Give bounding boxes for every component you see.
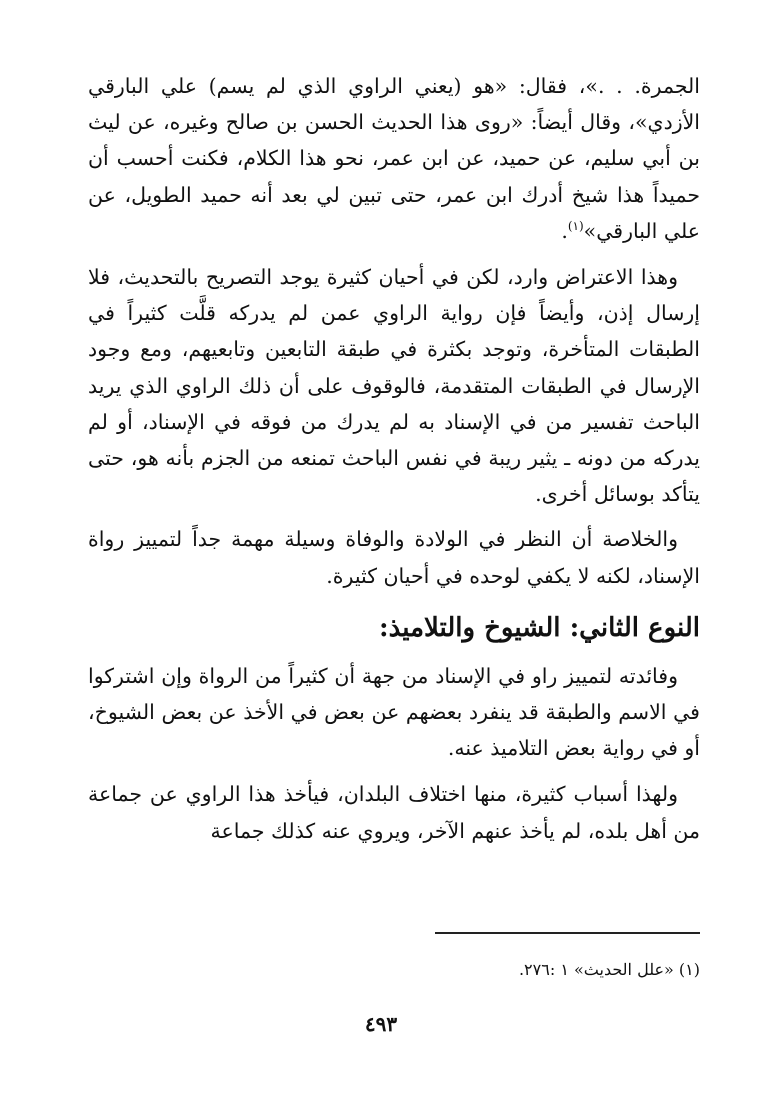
paragraph-2: وهذا الاعتراض وارد، لكن في أحيان كثيرة يوجد التصريح بالتحديث، فلا إرسال إذن، وأيضاً فإن رواية الراوي عمن لم يدركه قلَّت كثيراً في الطبقات المتأخرة، وتوجد بكثرة في طبقة التابعين وتابعيهم، ومع وجود الإرسال في الطبقات المتقدمة، فالوقوف على أن ذلك الراوي الذي يريد الباحث تفسير من في الإسناد به لم يدرك من فوقه في الإسناد، أو لم يدركه من دونه ـ يثير ريبة في نفس الباحث تمنعه من الجزم بأنه هو، حتى يتأكد بوسائل أخرى. bbox=[88, 265, 700, 507]
paragraph-1-text: الجمرة. . .»، فقال: «هو (يعني الراوي الذي لم يسم) علي البارقي الأزدي»، وقال أيضاً: «روى هذا الحديث الحسن بن صالح وغيره، عن ليث بن أبي سليم، عن حميد، عن ابن عمر، نحو هذا الكلام، فكنت أحسب أن حميداً هذا شيخ أدرك ابن عمر، حتى تبين لي بعد أنه حميد الطويل، عن علي البارقي» bbox=[88, 74, 700, 243]
paragraph-1 bbox=[88, 68, 700, 249]
footnote-divider bbox=[435, 932, 700, 934]
page-number: ٤٩٣ bbox=[364, 1012, 398, 1036]
section-heading: النوع الثاني: الشيوخ والتلاميذ: bbox=[379, 612, 700, 643]
footnote: (١) «علل الحديث» ١ :٢٧٦. bbox=[518, 960, 700, 979]
paragraph-5: ولهذا أسباب كثيرة، منها اختلاف البلدان، فيأخذ هذا الراوي عن جماعة من أهل بلده، لم يأخذ عنهم الآخر، ويروي عنه كذلك جماعة bbox=[88, 782, 700, 843]
page-body bbox=[88, 62, 700, 849]
paragraph-4: وفائدته لتمييز راو في الإسناد من جهة أن كثيراً من الرواة وإن اشتركوا في الاسم والطبقة قد ينفرد بعضهم عن بعض في الأخذ عن بعض الشيوخ، أو في رواية بعض التلاميذ عنه. bbox=[88, 663, 700, 761]
paragraph-1-end: . bbox=[561, 218, 568, 243]
footnote-marker[interactable]: (١) bbox=[567, 218, 584, 233]
paragraph-3: والخلاصة أن النظر في الولادة والوفاة وسيلة مهمة جداً لتمييز رواة الإسناد، لكنه لا يكفي لوحده في أحيان كثيرة. bbox=[88, 527, 700, 588]
